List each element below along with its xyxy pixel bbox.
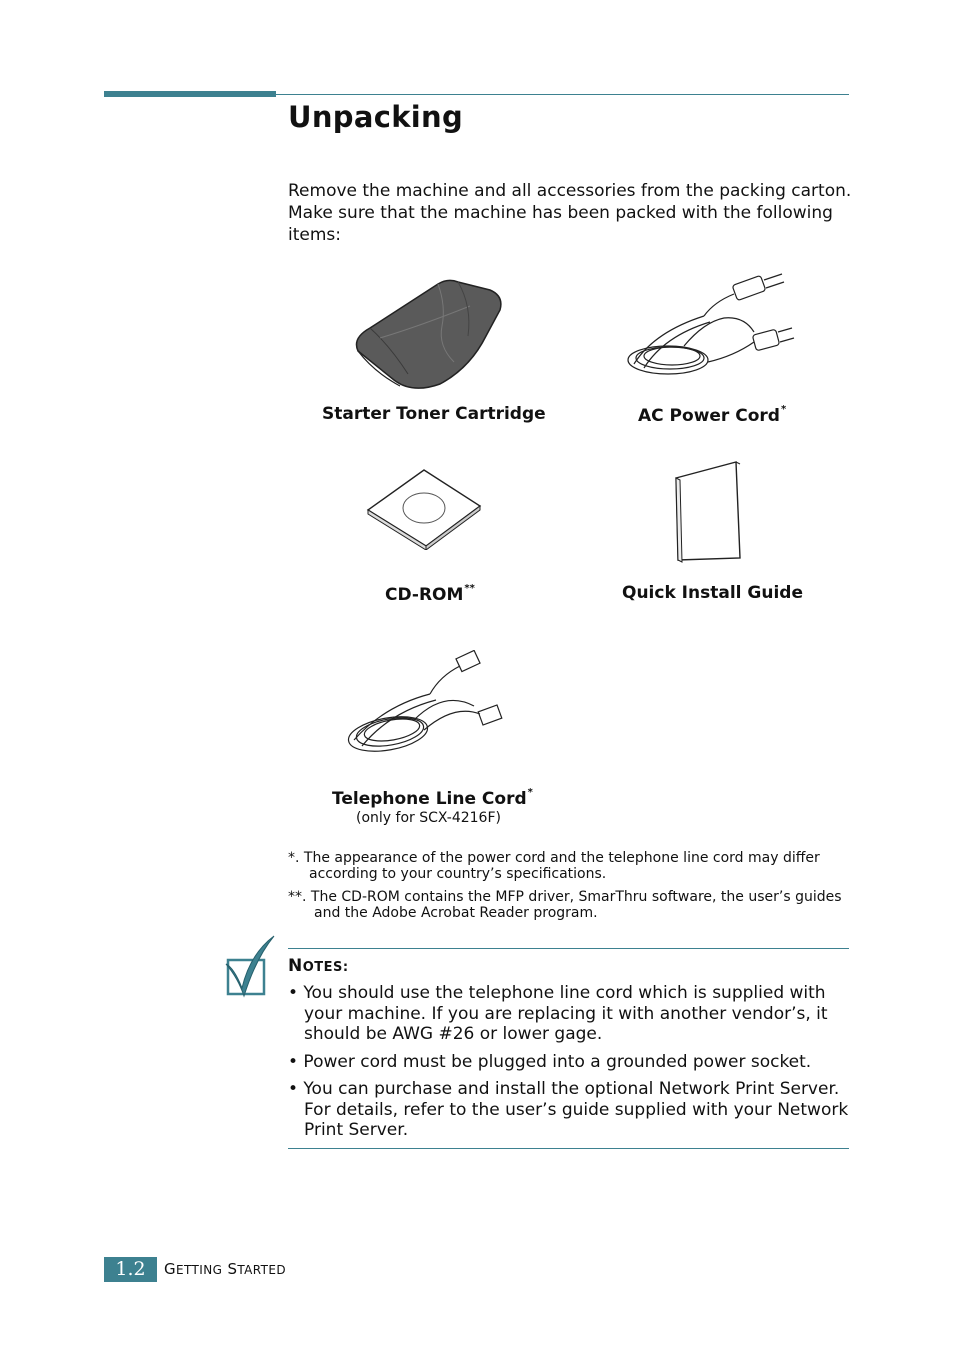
note-bullet-3: • You can purchase and install the optional Network Print Server. For details, refer to the user’s guide supplied with your Network Print Server. [288, 1079, 849, 1140]
page-number: 1.2 [104, 1257, 157, 1282]
item-label-toner: Starter Toner Cartridge [322, 404, 546, 424]
header-rule-thick [104, 91, 276, 97]
note-bullet-2: • Power cord must be plugged into a grounded power socket. [288, 1052, 812, 1072]
footnote-2: **. The CD-ROM contains the MFP driver, SmarThru software, the user’s guides and the Adobe Acrobat Reader program. [288, 889, 842, 921]
item-label-power-cord: AC Power Cord* [638, 404, 787, 426]
notes-rule-bottom [288, 1148, 849, 1149]
cd-rom-icon [364, 466, 484, 550]
page-title: Unpacking [288, 100, 464, 134]
notes-heading: NOTES: [288, 956, 349, 976]
item-label-telephone-cord: Telephone Line Cord* [332, 787, 533, 809]
running-footer: GETTING STARTED [164, 1260, 286, 1278]
item-label-cd-rom: CD-ROM** [385, 583, 475, 605]
item-sublabel-telephone-cord: (only for SCX-4216F) [356, 810, 501, 826]
telephone-cord-icon [344, 650, 508, 760]
footnote-1: *. The appearance of the power cord and the telephone line cord may differ according to your country’s specifications. [288, 850, 820, 882]
header-rule-thin [276, 94, 849, 95]
note-bullet-1: • You should use the telephone line cord which is supplied with your machine. If you are replacing it with another vendor’s, it should be AWG #26 or lower gage. [288, 983, 828, 1044]
toner-cartridge-icon [350, 276, 510, 396]
checkmark-note-icon [224, 934, 276, 998]
intro-paragraph: Remove the machine and all accessories from the packing carton. Make sure that the machine has been packed with the following items: [288, 181, 852, 245]
notes-rule-top [288, 948, 849, 949]
quick-guide-icon [672, 458, 746, 564]
item-label-quick-guide: Quick Install Guide [622, 583, 803, 603]
power-cord-icon [624, 272, 800, 388]
